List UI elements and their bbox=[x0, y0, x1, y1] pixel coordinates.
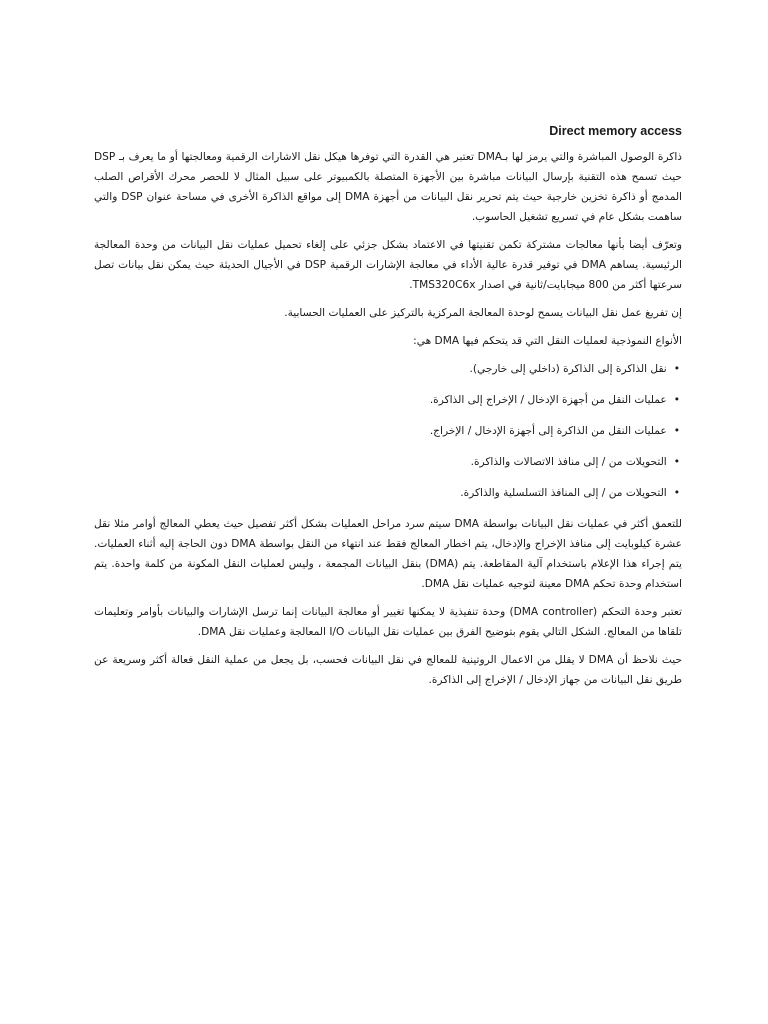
bullet-icon: • bbox=[673, 487, 680, 499]
paragraph-intro: ذاكرة الوصول المباشرة والتي يرمز لها بـDMA تعتبر هي القدرة التي توفرها هيكل نقل الاشارات الرقمية ومعالجتها أو ما يعرف بـ DSP حيث تسمح هذه التقنية بإرسال البيانات مباشرة بين الأجهزة المتصلة بالكمبيوتر على سبيل المثال لا للحصر محرك الأقراص الصلب المدمج أو ذاكرة تخزين خارجية حيث يتم تحرير نقل البيانات من أجهزة DMA إلى مواقع الذاكرة الأخرى في مساحة عنوان DSP والتي ساهمت بشكل عام في تسريع تشغيل الحاسوب. bbox=[94, 151, 683, 223]
paragraph-dma-controller: تعتبر وحدة التحكم (DMA controller) وحدة تنفيذية لا يمكنها تغيير أو معالجة البيانات إنما ترسل الإشارات والبيانات بأوامر وتعليمات تلقاها من المعالج. الشكل التالي يقوم بتوضيح الفرق بين عمليات نقل البيانات I/O المعالجة وعمليات نقل DMA. bbox=[94, 606, 682, 638]
list-item-text: نقل الذاكرة إلى الذاكرة (داخلي إلى خارجي). bbox=[469, 363, 667, 375]
list-item-text: عمليات النقل من أجهزة الإدخال / الإخراج إلى الذاكرة. bbox=[429, 394, 667, 406]
paragraph-conclusion: حيث نلاحظ أن DMA لا يقلل من الاعمال الروتينية للمعالج في نقل البيانات فحسب، بل يجعل من عملية النقل فعالة أكثر وسريعة عن طريق نقل البيانات من جهاز الإدخال / الإخراج إلى الذاكرة. bbox=[94, 654, 682, 686]
list-item bbox=[94, 390, 682, 410]
list-item-text: عمليات النقل من الذاكرة إلى أجهزة الإدخال / الإخراج. bbox=[429, 425, 667, 437]
bullet-icon: • bbox=[673, 394, 680, 406]
list-item-text: التحويلات من / إلى منافذ الاتصالات والذاكرة. bbox=[470, 456, 667, 468]
paragraph-process-details: للتعمق أكثر في عمليات نقل البيانات بواسطة DMA سيتم سرد مراحل العمليات بشكل أكثر تفصيل حيث يعطي المعالج أوامر مثلا نقل عشرة كيلوبايت إلى منافذ الإخراج والإدخال، يتم اخطار المعالج فقط عند انتهاء من النقل بواسطة DMA دون الحاجة إليه أثناء العمليات. يتم إجراء هذا الإعلام باستخدام آلية المقاطعة. يتم (DMA) بنقل البيانات المجمعة ، وليس لعمليات النقل المكونة من كلمة واحدة. يتم استخدام وحدة تحكم DMA معينة لتوجيه عمليات نقل DMA. bbox=[94, 518, 682, 590]
paragraph-coprocessor: وتعرّف أيضا بأنها معالجات مشتركة تكمن تقنيتها في الاعتماد بشكل جزئي على إلغاء تحميل عمليات نقل البيانات من وحدة المعالجة الرئيسية. يساهم DMA في توفير قدرة عالية الأداء في معالجة الإشارات الرقمية DSP في الأجيال الحديثة حيث يمكن نقل بيانات تصل سرعتها أكثر من 800 ميجابايت/ثانية في اصدار TMS320C6x. bbox=[94, 239, 682, 291]
list-item bbox=[94, 452, 682, 472]
paragraph-transfer-types-intro: الأنواع النموذجية لعمليات النقل التي قد يتحكم فيها DMA هي: bbox=[413, 335, 682, 347]
list-item bbox=[94, 359, 682, 379]
list-item bbox=[94, 421, 682, 441]
bullet-icon: • bbox=[673, 425, 680, 437]
document-title: Direct memory access bbox=[549, 124, 682, 138]
paragraph-cpu-offload: إن تفريغ عمل نقل البيانات يسمح لوحدة المعالجة المركزية بالتركيز على العمليات الحسابية. bbox=[284, 307, 682, 319]
bullet-icon: • bbox=[673, 363, 680, 375]
bullet-icon: • bbox=[673, 456, 680, 468]
list-item-text: التحويلات من / إلى المنافذ التسلسلية والذاكرة. bbox=[460, 487, 667, 499]
list-item bbox=[94, 483, 682, 503]
transfer-types-list bbox=[94, 359, 682, 503]
